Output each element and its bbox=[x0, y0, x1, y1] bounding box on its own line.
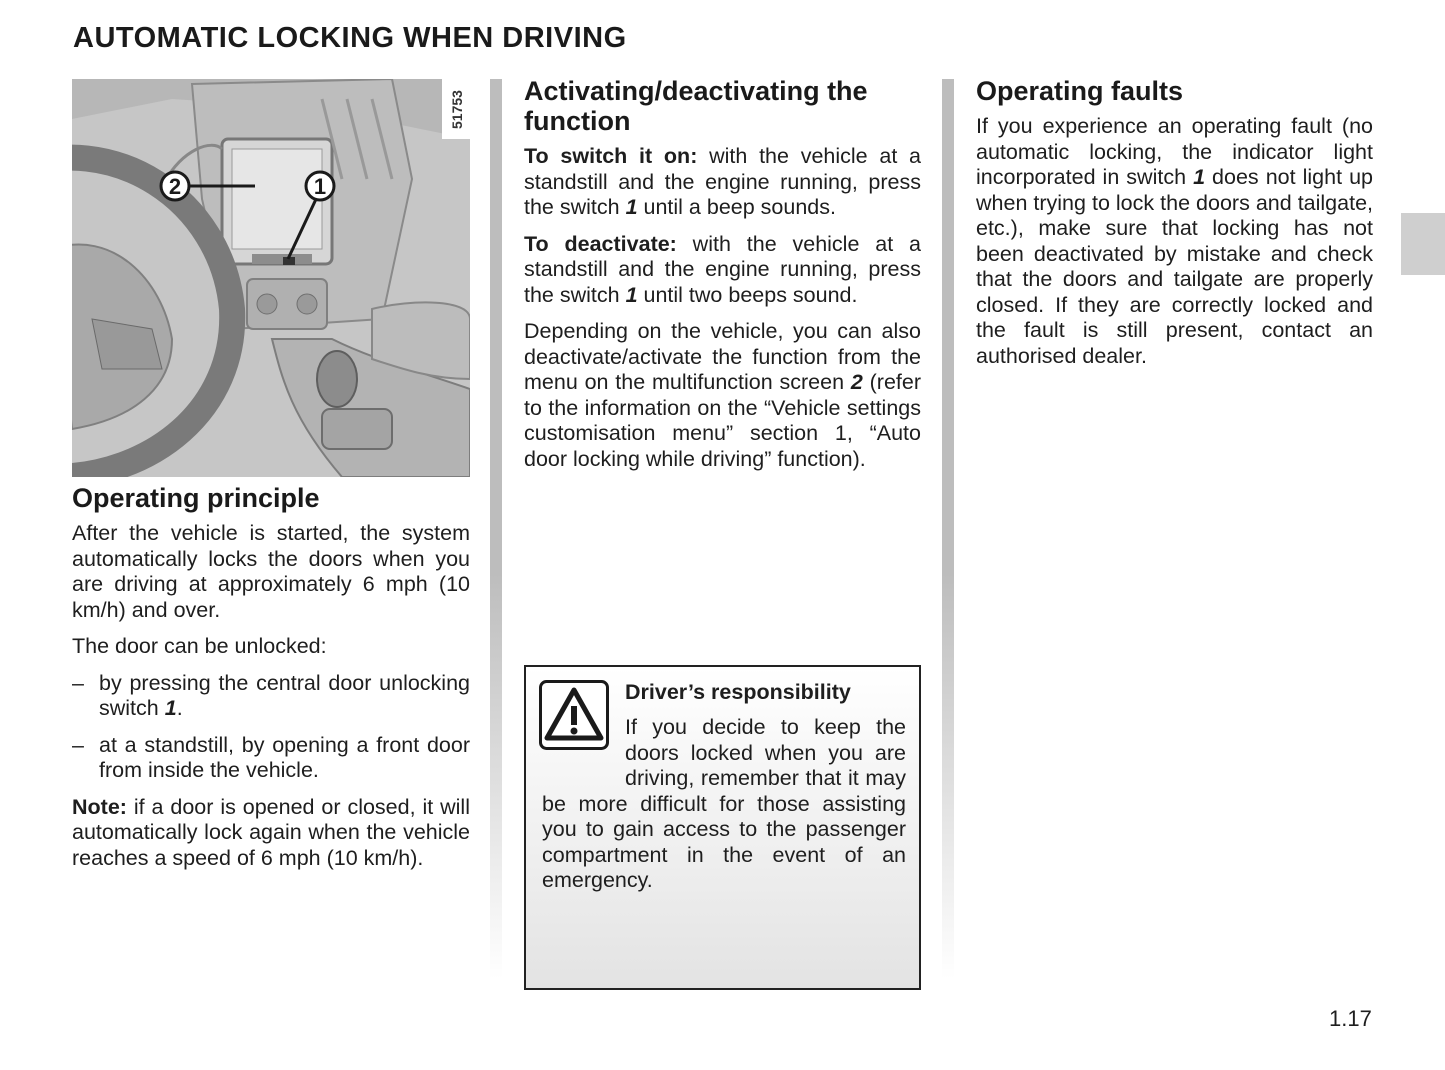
operating-principle-heading: Operating principle bbox=[72, 483, 320, 513]
left-column bbox=[72, 79, 470, 882]
deactivate-paragraph: To deactivate: with the vehicle at a standstill and the engine running, press the switch 1 until two beeps sound. bbox=[524, 231, 921, 307]
menu-paragraph: Depending on the vehicle, you can also deactivate/activate the function from the menu on the multifunction screen 2 (refer to the information on the “Vehicle settings customisation menu” section 1, “Auto door locking while driving” function). bbox=[524, 319, 922, 471]
dashboard-illustration bbox=[72, 79, 470, 477]
callout-1-label: 1 bbox=[313, 174, 327, 199]
dashboard-drawing bbox=[72, 79, 470, 477]
warning-text: If you decide to keep the doors locked when you are driving, remember that it may be more difficult for those assisting you to gain access to the passenger compartment in the event of an emergency. bbox=[542, 715, 906, 892]
switch-on-paragraph: To switch it on: with the vehicle at a standstill and the engine running, press the switch 1 until a beep sounds. bbox=[524, 144, 921, 219]
page-title: AUTOMATIC LOCKING WHEN DRIVING bbox=[73, 22, 627, 54]
list-item bbox=[72, 671, 470, 722]
list-item bbox=[72, 733, 470, 784]
callout-2-label: 2 bbox=[168, 174, 182, 199]
warning-box bbox=[524, 665, 921, 990]
warning-title: Driver’s responsibility bbox=[625, 680, 851, 704]
operating-faults-paragraph: If you experience an operating fault (no automatic locking, the indicator light incorporated in switch 1 does not light up when trying to lock the doors and tailgate, etc.), make sure that locking has not been deactivated by mistake and check that the doors and tailgate are properly closed. If they are correctly locked and the fault is still present, contact an authorised dealer. bbox=[976, 114, 1373, 368]
illustration-ref-code: 51753 bbox=[449, 90, 465, 129]
operating-principle-para1: After the vehicle is started, the system automatically locks the doors when you are driving at approximately 6 mph (10 km/h) and over. bbox=[72, 521, 470, 622]
list-dash: – bbox=[72, 670, 84, 695]
list-dash: – bbox=[72, 732, 84, 757]
page-number: 1.17 bbox=[1329, 1006, 1372, 1031]
note-paragraph bbox=[72, 795, 470, 872]
list-item-text: by pressing the central door unlocking switch 1. bbox=[99, 670, 470, 720]
section-tab-marker bbox=[1401, 213, 1445, 275]
note-label: Note: bbox=[72, 794, 127, 819]
operating-principle-para2: The door can be unlocked: bbox=[72, 634, 327, 658]
column-divider-right bbox=[942, 79, 954, 979]
note-text: if a door is opened or closed, it will automatically lock again when the vehicle reaches a speed of 6 mph (10 km/h). bbox=[72, 794, 470, 870]
list-item-text: at a standstill, by opening a front door from inside the vehicle. bbox=[99, 732, 470, 782]
right-column bbox=[976, 76, 1373, 380]
activation-heading: Activating/deactivating the function bbox=[524, 76, 868, 136]
column-divider-left bbox=[490, 79, 502, 979]
middle-column bbox=[524, 76, 921, 483]
operating-faults-heading: Operating faults bbox=[976, 76, 1184, 106]
